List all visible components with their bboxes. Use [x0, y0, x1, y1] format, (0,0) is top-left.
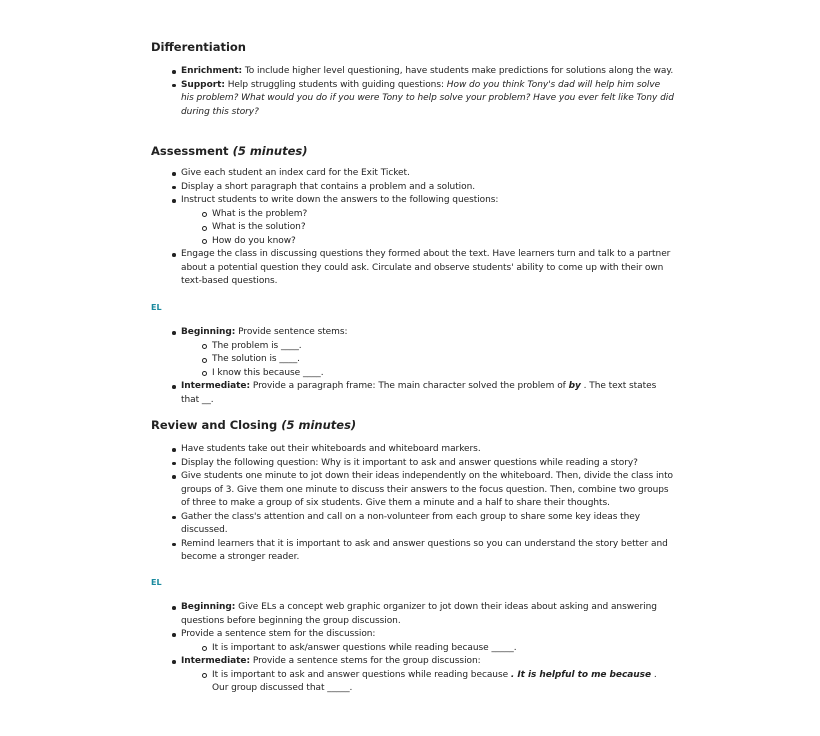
- list-item: Intermediate: Provide a sentence stems for the group discussion: It is important to ask and answer questions while reading because . It is helpful to me because . Our group discussed that _____.: [170, 655, 674, 696]
- list-item: Give students one minute to jot down their ideas independently on the whiteboard. Then, divide the class into groups of 3. Give them one minute to discuss their answers to the focus question. Then, combine two groups of three to make a group of six students. Give them a minute and a half to share their thoughts.: [170, 470, 674, 511]
- list-item: Support: Help struggling students with guiding questions: How do you think Tony's dad will help him solve his problem? What would you do if you were Tony to help solve your problem? Have you ever felt like Tony did during this story?: [170, 79, 674, 120]
- review-el-list: [170, 601, 674, 696]
- item-label: Enrichment:: [181, 66, 243, 76]
- sub-list-item: The problem is ____.: [200, 340, 674, 354]
- el-tag: EL: [151, 303, 162, 312]
- item-label: Intermediate:: [181, 381, 251, 391]
- list-item: Display the following question: Why is it important to ask and answer questions while reading a story?: [170, 457, 674, 471]
- list-item: Intermediate: Provide a paragraph frame: The main character solved the problem of by . The text states that __.: [170, 380, 674, 407]
- review-list: [170, 443, 674, 565]
- item-label: Intermediate:: [181, 656, 251, 666]
- sub-list-item: It is important to ask/answer questions while reading because _____.: [200, 642, 674, 656]
- list-item: Instruct students to write down the answers to the following questions: What is the problem? What is the solution? How do you know?: [170, 194, 674, 248]
- sub-list-item: What is the problem?: [200, 208, 674, 222]
- sub-list: [181, 208, 674, 249]
- assessment-el-list: [170, 326, 674, 407]
- sub-list-item: What is the solution?: [200, 221, 674, 235]
- sub-list: [181, 642, 674, 656]
- heading-time: (5 minutes): [232, 144, 308, 158]
- el-tag: EL: [151, 578, 162, 587]
- sub-list-item: The solution is ____.: [200, 353, 674, 367]
- list-item: Display a short paragraph that contains a problem and a solution.: [170, 181, 674, 195]
- item-label: Support:: [181, 79, 225, 90]
- review-heading: Review and Closing (5 minutes): [151, 418, 357, 432]
- list-item: Remind learners that it is important to ask and answer questions so you can understand the story better and become a stronger reader.: [170, 538, 674, 565]
- sub-list-item: It is important to ask and answer questions while reading because . It is helpful to me because . Our group discussed that _____.: [200, 669, 674, 696]
- sub-list-item: I know this because ____.: [200, 367, 674, 381]
- list-item: Gather the class's attention and call on a non-volunteer from each group to share some key ideas they discussed.: [170, 511, 674, 538]
- list-item: Have students take out their whiteboards and whiteboard markers.: [170, 443, 674, 457]
- sub-list-item: How do you know?: [200, 235, 674, 249]
- sub-list: [181, 340, 674, 381]
- heading-time: (5 minutes): [281, 418, 357, 432]
- list-item: Provide a sentence stem for the discussion: It is important to ask/answer questions while reading because _____.: [170, 628, 674, 655]
- sub-list: [181, 669, 674, 696]
- assessment-list: [170, 167, 674, 289]
- assessment-heading: Assessment (5 minutes): [151, 144, 308, 158]
- differentiation-heading: Differentiation: [151, 40, 246, 54]
- item-label: Beginning:: [181, 602, 236, 612]
- item-label: Beginning:: [181, 327, 236, 337]
- differentiation-list: [170, 65, 674, 119]
- list-item: Enrichment: To include higher level questioning, have students make predictions for solutions along the way.: [170, 65, 674, 79]
- list-item: Give each student an index card for the Exit Ticket.: [170, 167, 674, 181]
- list-item: Engage the class in discussing questions they formed about the text. Have learners turn and talk to a partner about a potential question they could ask. Circulate and observe students' ability to come up with their own text-based questions.: [170, 248, 674, 289]
- guiding-questions: How do you think Tony's dad will help him solve his problem? What would you do if you were Tony to help solve your problem? Have you ever felt like Tony did during this story?: [181, 79, 674, 117]
- list-item: Beginning: Provide sentence stems: The problem is ____. The solution is ____. I know this because ____.: [170, 326, 674, 380]
- list-item: Beginning: Give ELs a concept web graphic organizer to jot down their ideas about asking and answering questions before beginning the group discussion.: [170, 601, 674, 628]
